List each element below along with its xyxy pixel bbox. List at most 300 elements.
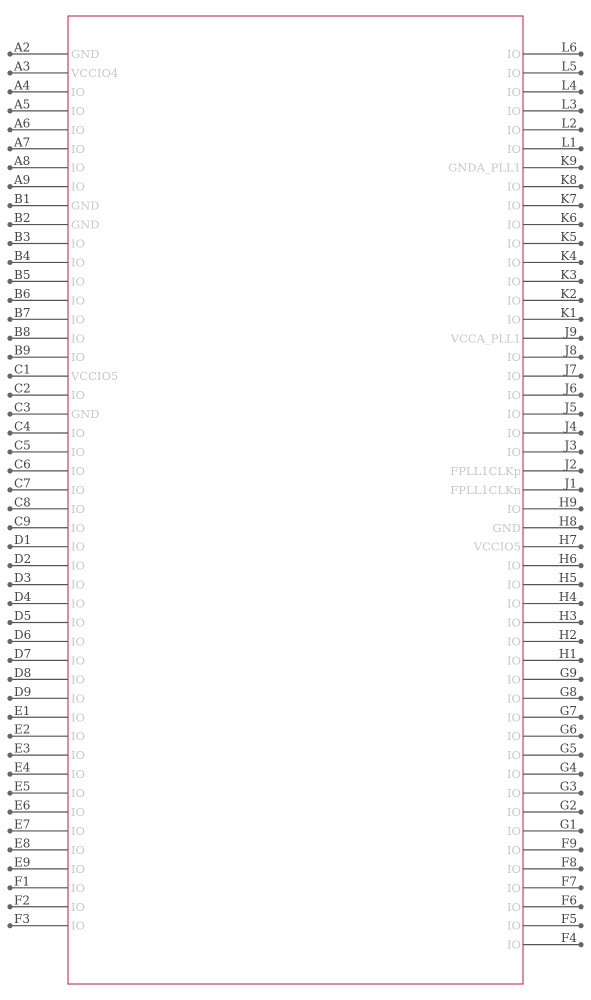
pin-number: F3 <box>14 912 30 927</box>
pin-endpoint-dot <box>578 772 583 777</box>
pin-endpoint-dot <box>7 563 12 568</box>
left-pin-b9 <box>7 344 85 365</box>
pin-number: J3 <box>564 438 577 453</box>
pin-name: IO <box>507 426 521 440</box>
pin-name: IO <box>507 577 521 592</box>
left-pin-c2 <box>7 382 85 403</box>
pin-endpoint-dot <box>578 506 583 511</box>
right-pin-j5 <box>507 401 584 422</box>
pin-name: IO <box>507 861 521 876</box>
pin-number: F1 <box>14 874 30 889</box>
left-pin-d9 <box>7 685 85 706</box>
pin-endpoint-dot <box>578 620 583 625</box>
pin-endpoint-dot <box>578 677 583 682</box>
pin-number: G3 <box>559 779 577 794</box>
pin-endpoint-dot <box>578 298 583 303</box>
right-pin-f4 <box>507 931 584 952</box>
left-pin-a2 <box>7 41 99 62</box>
pin-endpoint-dot <box>7 639 12 644</box>
pin-name: IO <box>507 388 521 403</box>
pin-endpoint-dot <box>578 942 583 947</box>
pin-name: IO <box>507 312 521 327</box>
pin-number: K8 <box>560 173 577 188</box>
pin-name: IO <box>507 880 521 895</box>
right-pin-f8 <box>507 855 584 876</box>
pin-name: GND <box>71 217 100 232</box>
pin-number: F2 <box>14 893 30 908</box>
pin-endpoint-dot <box>578 89 583 94</box>
pin-name: IO <box>507 84 521 99</box>
pin-endpoint-dot <box>578 828 583 833</box>
pin-endpoint-dot <box>7 51 12 56</box>
pin-name: IO <box>507 255 521 270</box>
right-pin-g1 <box>507 817 584 838</box>
pin-endpoint-dot <box>578 317 583 322</box>
right-pin-l6 <box>507 41 584 62</box>
pin-name: IO <box>71 426 85 440</box>
pin-endpoint-dot <box>7 734 12 739</box>
pin-number: C1 <box>14 362 31 377</box>
pin-number: H6 <box>558 552 577 567</box>
pin-name: IO <box>507 122 521 137</box>
left-pin-a5 <box>7 97 85 118</box>
pin-name: IO <box>71 558 85 573</box>
pin-name: IO <box>507 141 521 156</box>
pin-endpoint-dot <box>7 696 12 701</box>
pin-endpoint-dot <box>578 146 583 151</box>
pin-name: IO <box>507 918 521 933</box>
pin-number: E6 <box>14 798 31 813</box>
pin-endpoint-dot <box>7 374 12 379</box>
pin-name: IO <box>71 710 85 725</box>
right-pin-k9 <box>448 154 583 175</box>
pin-endpoint-dot <box>7 393 12 398</box>
left-pin-e4 <box>7 761 85 782</box>
pin-number: B6 <box>14 286 31 301</box>
pin-name: IO <box>507 407 521 422</box>
pin-endpoint-dot <box>7 203 12 208</box>
pin-name: IO <box>71 520 85 535</box>
pin-number: E2 <box>14 722 31 737</box>
pin-number: A9 <box>14 173 31 188</box>
pin-number: K2 <box>560 286 577 301</box>
pin-number: A8 <box>14 154 31 169</box>
pin-endpoint-dot <box>7 317 12 322</box>
left-pin-e8 <box>7 836 85 857</box>
pin-name: IO <box>71 539 85 554</box>
right-pin-group <box>448 41 583 952</box>
pin-endpoint-dot <box>578 658 583 663</box>
right-pin-k8 <box>507 173 584 194</box>
right-pin-k2 <box>507 287 584 308</box>
left-pin-d4 <box>7 590 85 611</box>
pin-endpoint-dot <box>578 241 583 246</box>
pin-number: K5 <box>560 230 577 244</box>
pin-endpoint-dot <box>7 904 12 909</box>
pin-number: G4 <box>559 760 577 775</box>
pin-endpoint-dot <box>7 544 12 549</box>
pin-number: F4 <box>561 931 577 946</box>
pin-name: IO <box>71 103 85 118</box>
pin-endpoint-dot <box>7 866 12 871</box>
pin-endpoint-dot <box>7 89 12 94</box>
pin-name: VCCIO4 <box>71 65 119 80</box>
pin-endpoint-dot <box>578 923 583 928</box>
pin-endpoint-dot <box>7 70 12 75</box>
right-pin-h5 <box>507 571 584 592</box>
pin-name: IO <box>71 293 85 308</box>
pin-endpoint-dot <box>578 904 583 909</box>
left-pin-a6 <box>7 116 85 137</box>
pin-number: K6 <box>560 211 577 226</box>
pin-name: IO <box>71 501 85 516</box>
pin-name: GND <box>71 47 100 61</box>
pin-number: A6 <box>14 116 31 131</box>
pin-number: H9 <box>558 495 577 510</box>
pin-name: IO <box>71 331 85 346</box>
pin-number: H4 <box>558 590 577 605</box>
left-pin-e9 <box>7 855 85 876</box>
pin-endpoint-dot <box>7 847 12 852</box>
left-pin-e7 <box>7 817 85 838</box>
pin-endpoint-dot <box>7 411 12 416</box>
pin-name: IO <box>71 748 85 763</box>
pin-number: J7 <box>564 362 577 377</box>
pin-name: IO <box>71 141 85 156</box>
pin-endpoint-dot <box>578 203 583 208</box>
pin-endpoint-dot <box>578 127 583 132</box>
pin-number: C6 <box>14 457 31 472</box>
pin-number: J8 <box>564 343 577 358</box>
pin-name: IO <box>71 899 85 914</box>
pin-endpoint-dot <box>7 620 12 625</box>
pin-name: IO <box>71 274 85 289</box>
left-pin-a3 <box>7 59 118 80</box>
pin-endpoint-dot <box>7 753 12 758</box>
right-pin-k5 <box>507 230 584 251</box>
pin-number: A2 <box>14 40 31 55</box>
pin-endpoint-dot <box>578 563 583 568</box>
pin-endpoint-dot <box>578 449 583 454</box>
left-pin-d3 <box>7 571 85 592</box>
right-pin-l4 <box>507 78 584 99</box>
pin-number: C2 <box>14 381 31 396</box>
right-pin-g6 <box>507 723 584 744</box>
pin-number: L2 <box>561 116 577 131</box>
pin-endpoint-dot <box>7 885 12 890</box>
pin-name: IO <box>507 842 521 857</box>
pin-name: IO <box>71 634 85 649</box>
pin-number: L5 <box>561 59 577 74</box>
pin-name: IO <box>507 596 521 611</box>
pin-number: D3 <box>14 571 32 586</box>
right-pin-k4 <box>507 249 584 270</box>
right-pin-j7 <box>507 363 584 384</box>
left-pin-e6 <box>7 799 85 820</box>
left-pin-a7 <box>7 135 85 156</box>
right-pin-h7 <box>473 533 584 554</box>
pin-endpoint-dot <box>7 923 12 928</box>
pin-name: IO <box>507 274 521 289</box>
pin-number: K9 <box>560 154 577 169</box>
pin-name: IO <box>507 653 521 668</box>
pin-name: IO <box>71 596 85 611</box>
pin-number: C5 <box>14 438 31 453</box>
pin-number: J2 <box>564 457 577 472</box>
pin-name: IO <box>507 558 521 573</box>
pin-endpoint-dot <box>7 355 12 360</box>
pin-number: L4 <box>561 78 577 93</box>
right-pin-f6 <box>507 893 584 914</box>
pin-name: IO <box>507 691 521 706</box>
pin-number: G8 <box>559 684 577 699</box>
left-pin-e3 <box>7 742 85 763</box>
left-pin-b3 <box>7 230 85 251</box>
left-pin-b7 <box>7 306 85 327</box>
pin-endpoint-dot <box>578 582 583 587</box>
pin-endpoint-dot <box>578 222 583 227</box>
pin-number: K7 <box>560 192 577 207</box>
pin-endpoint-dot <box>578 847 583 852</box>
pin-number: H2 <box>558 627 577 642</box>
pin-endpoint-dot <box>578 715 583 720</box>
left-pin-c6 <box>7 457 85 478</box>
pin-number: K4 <box>560 248 577 263</box>
pin-endpoint-dot <box>7 336 12 341</box>
pin-endpoint-dot <box>578 487 583 492</box>
pin-number: D9 <box>14 684 32 699</box>
pin-endpoint-dot <box>578 809 583 814</box>
pin-name: IO <box>507 47 521 61</box>
right-pin-k7 <box>507 192 584 213</box>
right-pin-j1 <box>450 476 583 497</box>
left-pin-d6 <box>7 628 85 649</box>
pin-endpoint-dot <box>578 753 583 758</box>
pin-name: IO <box>507 444 521 459</box>
right-pin-j9 <box>450 325 584 346</box>
pin-endpoint-dot <box>7 108 12 113</box>
pin-number: C7 <box>14 476 31 491</box>
pin-name: IO <box>507 767 521 782</box>
pin-number: J5 <box>564 400 577 415</box>
right-pin-f7 <box>507 874 584 895</box>
pin-name: GNDA_PLL1 <box>448 160 521 175</box>
left-pin-e1 <box>7 704 85 725</box>
pin-number: D7 <box>14 646 32 661</box>
pin-number: G9 <box>559 665 577 680</box>
pin-endpoint-dot <box>7 260 12 265</box>
right-pin-j6 <box>507 382 584 403</box>
pin-endpoint-dot <box>7 241 12 246</box>
left-pin-a9 <box>7 173 85 194</box>
pin-number: J6 <box>564 381 577 396</box>
pin-name: IO <box>71 880 85 895</box>
pin-name: IO <box>507 236 521 251</box>
pin-endpoint-dot <box>578 70 583 75</box>
pin-name: IO <box>71 463 85 478</box>
pin-name: IO <box>71 179 85 194</box>
pin-endpoint-dot <box>578 525 583 530</box>
pin-number: E5 <box>14 779 31 794</box>
pin-name: IO <box>507 198 521 213</box>
left-pin-c5 <box>7 438 85 459</box>
pin-endpoint-dot <box>578 734 583 739</box>
pin-name: IO <box>71 615 85 630</box>
pin-number: B3 <box>14 230 31 244</box>
right-pin-g9 <box>507 666 584 687</box>
pin-endpoint-dot <box>7 772 12 777</box>
left-pin-e2 <box>7 723 85 744</box>
right-pin-g2 <box>507 799 584 820</box>
pin-name: IO <box>71 672 85 687</box>
pin-number: E7 <box>14 817 31 832</box>
pin-endpoint-dot <box>578 411 583 416</box>
left-pin-c4 <box>7 420 85 441</box>
pin-number: E8 <box>14 836 31 851</box>
pin-endpoint-dot <box>7 715 12 720</box>
pin-endpoint-dot <box>578 885 583 890</box>
pin-endpoint-dot <box>7 468 12 473</box>
right-pin-g5 <box>507 742 584 763</box>
left-pin-b5 <box>7 268 85 289</box>
pin-name: IO <box>507 615 521 630</box>
right-pin-j8 <box>507 344 584 365</box>
pin-name: IO <box>507 293 521 308</box>
right-pin-h6 <box>507 552 584 573</box>
pin-number: G7 <box>559 703 577 718</box>
right-pin-l1 <box>507 135 584 156</box>
right-pin-g7 <box>507 704 584 725</box>
pin-endpoint-dot <box>578 866 583 871</box>
pin-name: IO <box>507 710 521 725</box>
pin-number: A4 <box>14 78 31 93</box>
right-pin-h3 <box>507 609 584 630</box>
right-pin-h1 <box>507 647 584 668</box>
pin-number: D5 <box>14 609 32 623</box>
pin-number: L6 <box>561 40 577 55</box>
pin-endpoint-dot <box>578 393 583 398</box>
right-pin-h9 <box>507 495 584 516</box>
right-pin-k6 <box>507 211 584 232</box>
pin-endpoint-dot <box>7 184 12 189</box>
pin-number: F9 <box>561 836 577 851</box>
pin-endpoint-dot <box>7 828 12 833</box>
pin-number: E3 <box>14 741 31 756</box>
pin-endpoint-dot <box>578 51 583 56</box>
pin-name: IO <box>71 312 85 327</box>
pin-name: IO <box>507 823 521 838</box>
right-pin-k3 <box>507 268 584 289</box>
pin-name: IO <box>71 122 85 137</box>
pin-endpoint-dot <box>578 430 583 435</box>
pin-number: H8 <box>558 514 577 529</box>
pin-name: IO <box>71 577 85 592</box>
pin-name: IO <box>71 861 85 876</box>
pin-name: IO <box>507 899 521 914</box>
pin-name: IO <box>71 653 85 668</box>
pin-endpoint-dot <box>7 146 12 151</box>
pin-number: J9 <box>564 324 577 339</box>
pin-name: IO <box>507 937 521 952</box>
pin-endpoint-dot <box>7 298 12 303</box>
pin-name: IO <box>71 786 85 801</box>
pin-number: D4 <box>14 590 32 605</box>
pin-number: B5 <box>14 267 31 282</box>
pin-endpoint-dot <box>7 430 12 435</box>
left-pin-c8 <box>7 495 85 516</box>
pin-endpoint-dot <box>578 696 583 701</box>
pin-name: IO <box>71 691 85 706</box>
pin-endpoint-dot <box>578 639 583 644</box>
pin-number: K3 <box>560 267 577 282</box>
pin-endpoint-dot <box>7 127 12 132</box>
left-pin-b2 <box>7 211 99 232</box>
pin-endpoint-dot <box>7 790 12 795</box>
pin-number: D1 <box>14 533 32 548</box>
pin-endpoint-dot <box>578 165 583 170</box>
pin-endpoint-dot <box>7 449 12 454</box>
pin-name: IO <box>71 823 85 838</box>
pin-name: IO <box>71 805 85 819</box>
pin-endpoint-dot <box>7 582 12 587</box>
pin-name: IO <box>71 236 85 251</box>
pin-name: VCCIO5 <box>473 539 521 554</box>
pin-endpoint-dot <box>7 165 12 170</box>
pin-endpoint-dot <box>578 184 583 189</box>
pin-number: J4 <box>564 419 577 434</box>
pin-endpoint-dot <box>7 809 12 814</box>
pin-name: IO <box>71 255 85 270</box>
pin-name: IO <box>507 369 521 384</box>
left-pin-a8 <box>7 154 85 175</box>
pin-endpoint-dot <box>7 487 12 492</box>
pin-name: FPLL1CLKn <box>450 482 521 497</box>
pin-name: IO <box>507 672 521 687</box>
pin-number: G5 <box>559 741 577 756</box>
left-pin-f2 <box>7 893 85 914</box>
pin-number: F7 <box>561 874 577 889</box>
pin-name: FPLL1CLKp <box>450 463 521 478</box>
left-pin-c9 <box>7 514 85 535</box>
right-pin-h4 <box>507 590 584 611</box>
right-pin-j2 <box>450 457 583 478</box>
pin-name: IO <box>507 805 521 819</box>
pin-number: E4 <box>14 760 31 775</box>
right-pin-h8 <box>493 514 584 535</box>
pin-name: IO <box>71 388 85 403</box>
right-pin-j3 <box>507 438 584 459</box>
pin-number: G2 <box>559 798 577 813</box>
pin-endpoint-dot <box>578 336 583 341</box>
right-pin-g8 <box>507 685 584 706</box>
pin-name: IO <box>71 160 85 175</box>
left-pin-d2 <box>7 552 85 573</box>
pin-endpoint-dot <box>7 677 12 682</box>
pin-name: IO <box>507 729 521 744</box>
pin-number: J1 <box>564 476 577 491</box>
left-pin-b1 <box>7 192 99 213</box>
pin-number: C9 <box>14 514 31 529</box>
right-pin-l5 <box>507 59 584 80</box>
pin-number: B8 <box>14 324 31 339</box>
pin-number: H7 <box>558 533 577 548</box>
pin-name: IO <box>507 179 521 194</box>
left-pin-c1 <box>7 363 118 384</box>
pin-name: IO <box>507 748 521 763</box>
pin-name: GND <box>492 520 521 535</box>
pin-endpoint-dot <box>578 355 583 360</box>
pin-number: D6 <box>14 627 32 642</box>
